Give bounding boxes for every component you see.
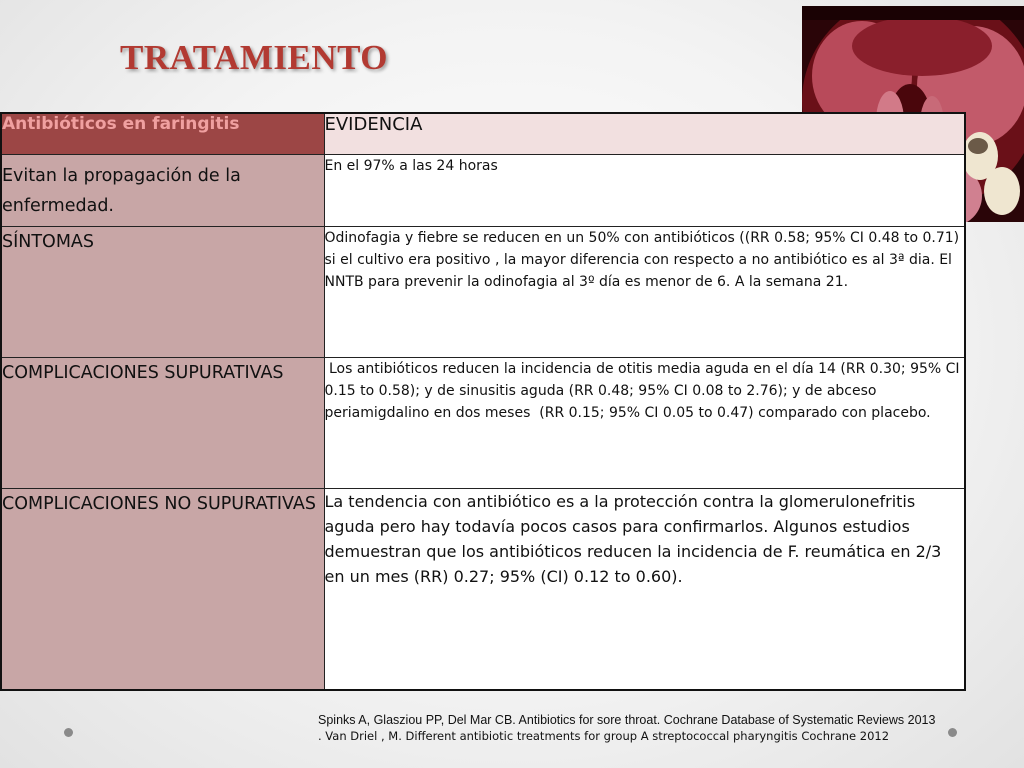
slide-title: TRATAMIENTO xyxy=(120,38,389,77)
row-label-propagacion: Evitan la propagación de la enfermedad. xyxy=(1,154,324,226)
row-label-supurativas: COMPLICACIONES SUPURATIVAS xyxy=(1,357,324,488)
evidence-table xyxy=(0,112,966,691)
row-evidence-sintomas: Odinofagia y fiebre se reducen en un 50% con antibióticos ((RR 0.58; 95% CI 0.48 to 0.71) si el cultivo era positivo , la mayor diferencia con respecto a no antibiótico es al 3ª dia. El NNTB para prevenir la odinofagia al 3º día es menor de 6. A la semana 21. xyxy=(324,226,965,357)
row-evidence-no-supurativas: La tendencia con antibiótico es a la protección contra la glomerulonefritis aguda pero hay todavía pocos casos para confirmarlos. Algunos estudios demuestran que los antibióticos reducen la incidencia de F. reumática en 2/3 en un mes (RR) 0.27; 95% (CI) 0.12 to 0.60). xyxy=(324,488,965,690)
row-evidence-propagacion: En el 97% a las 24 horas xyxy=(324,154,965,226)
header-antibioticos: Antibióticos en faringitis xyxy=(1,113,324,154)
table-row xyxy=(1,488,965,690)
table-row xyxy=(1,226,965,357)
reference-1: Spinks A, Glasziou PP, Del Mar CB. Antibiotics for sore throat. Cochrane Database of Systematic Reviews 2013 xyxy=(318,713,936,727)
slide-dot-left-icon xyxy=(64,728,73,737)
references xyxy=(318,712,968,744)
row-label-no-supurativas: COMPLICACIONES NO SUPURATIVAS xyxy=(1,488,324,690)
slide-dot-right-icon xyxy=(948,728,957,737)
table-header-row xyxy=(1,113,965,154)
row-evidence-supurativas: Los antibióticos reducen la incidencia de otitis media aguda en el día 14 (RR 0.30; 95% CI 0.15 to 0.58); y de sinusitis aguda (RR 0.48; 95% CI 0.08 to 2.76); y de abceso periamigdalino en dos meses (RR 0.15; 95% CI 0.05 to 0.47) comparado con placebo. xyxy=(324,357,965,488)
row-label-sintomas: SÍNTOMAS xyxy=(1,226,324,357)
reference-2: . Van Driel , M. Different antibiotic treatments for group A streptococcal pharyngitis Cochrane 2012 xyxy=(318,728,890,743)
table-row xyxy=(1,154,965,226)
header-evidencia: EVIDENCIA xyxy=(324,113,965,154)
table-row xyxy=(1,357,965,488)
